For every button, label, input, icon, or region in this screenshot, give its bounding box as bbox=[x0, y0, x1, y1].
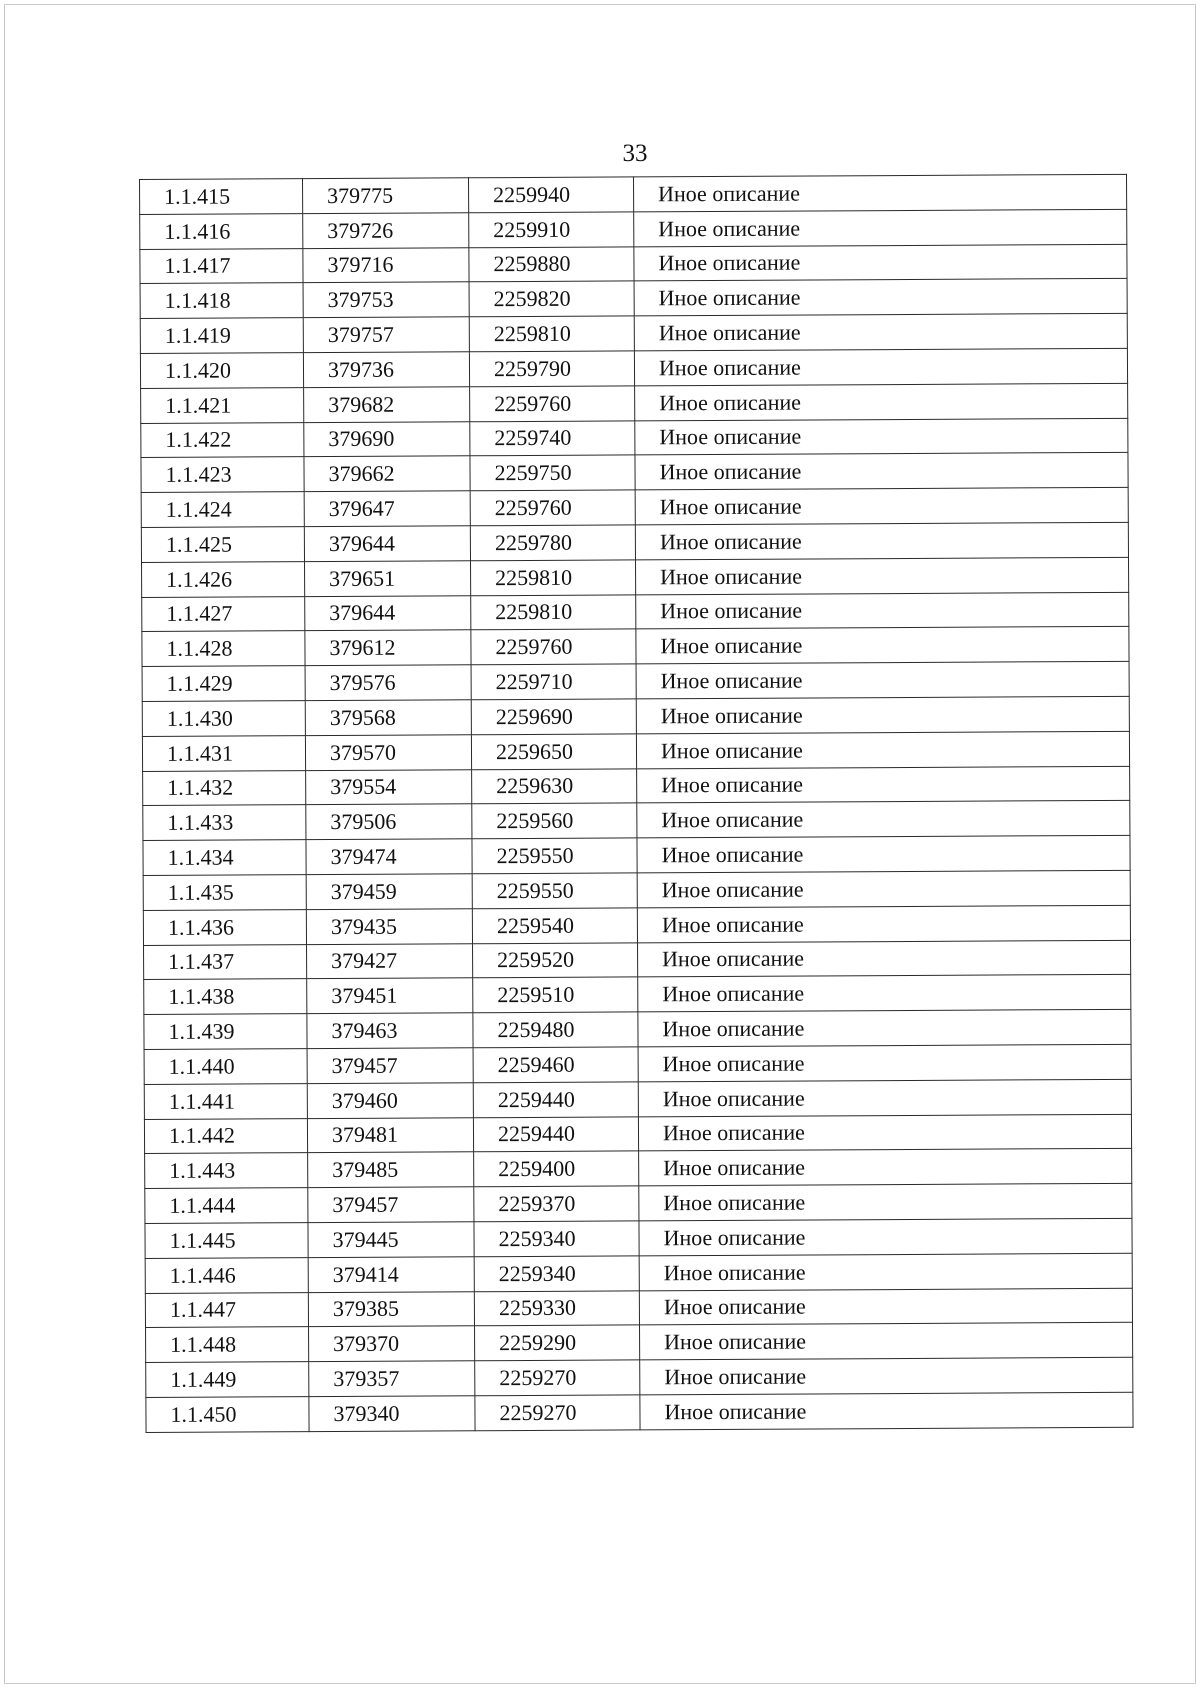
y-coordinate-cell: 2259290 bbox=[475, 1325, 640, 1361]
table-row bbox=[140, 314, 1127, 354]
x-coordinate-cell: 379775 bbox=[303, 178, 469, 214]
table-row bbox=[145, 1288, 1132, 1328]
page-number: 33 bbox=[622, 140, 648, 167]
description-cell: Иное описание bbox=[634, 279, 1127, 316]
y-coordinate-cell: 2259630 bbox=[472, 768, 637, 804]
y-coordinate-cell: 2259440 bbox=[473, 1116, 638, 1152]
table-row bbox=[140, 209, 1127, 249]
description-cell: Иное описание bbox=[640, 1392, 1133, 1429]
point-number-cell: 1.1.436 bbox=[143, 909, 306, 945]
y-coordinate-cell: 2259760 bbox=[471, 629, 636, 665]
coordinates-table-body bbox=[140, 174, 1134, 1432]
point-number-cell: 1.1.430 bbox=[142, 701, 305, 737]
y-coordinate-cell: 2259370 bbox=[474, 1186, 639, 1222]
y-coordinate-cell: 2259550 bbox=[472, 873, 637, 909]
table-row bbox=[146, 1392, 1133, 1432]
x-coordinate-cell: 379690 bbox=[304, 421, 470, 457]
y-coordinate-cell: 2259510 bbox=[473, 977, 638, 1013]
x-coordinate-cell: 379370 bbox=[309, 1326, 475, 1362]
point-number-cell: 1.1.433 bbox=[143, 805, 306, 841]
description-cell: Иное описание bbox=[635, 383, 1128, 420]
description-cell: Иное описание bbox=[634, 244, 1127, 281]
table-row bbox=[141, 522, 1128, 562]
table-row bbox=[144, 1044, 1131, 1084]
description-cell: Иное описание bbox=[637, 870, 1130, 907]
description-cell: Иное описание bbox=[635, 522, 1128, 559]
description-cell: Иное описание bbox=[638, 1009, 1131, 1046]
y-coordinate-cell: 2259690 bbox=[471, 699, 636, 735]
point-number-cell: 1.1.426 bbox=[142, 561, 305, 597]
y-coordinate-cell: 2259460 bbox=[473, 1047, 638, 1083]
point-number-cell: 1.1.440 bbox=[144, 1049, 307, 1085]
x-coordinate-cell: 379644 bbox=[304, 526, 470, 562]
x-coordinate-cell: 379340 bbox=[309, 1396, 475, 1432]
description-cell: Иное описание bbox=[634, 209, 1127, 246]
x-coordinate-cell: 379757 bbox=[303, 317, 469, 353]
table-row bbox=[143, 766, 1130, 806]
table-row bbox=[142, 592, 1129, 632]
description-cell: Иное описание bbox=[635, 418, 1128, 455]
description-cell: Иное описание bbox=[635, 453, 1128, 490]
x-coordinate-cell: 379457 bbox=[307, 1048, 473, 1084]
y-coordinate-cell: 2259810 bbox=[471, 594, 636, 630]
y-coordinate-cell: 2259760 bbox=[470, 490, 635, 526]
x-coordinate-cell: 379612 bbox=[305, 630, 471, 666]
y-coordinate-cell: 2259400 bbox=[474, 1151, 639, 1187]
x-coordinate-cell: 379457 bbox=[308, 1187, 474, 1223]
point-number-cell: 1.1.435 bbox=[143, 875, 306, 911]
point-number-cell: 1.1.421 bbox=[141, 387, 304, 423]
description-cell: Иное описание bbox=[633, 174, 1126, 211]
y-coordinate-cell: 2259650 bbox=[471, 734, 636, 770]
description-cell: Иное описание bbox=[638, 975, 1131, 1012]
y-coordinate-cell: 2259330 bbox=[474, 1290, 639, 1326]
description-cell: Иное описание bbox=[636, 592, 1129, 629]
table-row bbox=[145, 1149, 1132, 1189]
table-row bbox=[141, 383, 1128, 423]
y-coordinate-cell: 2259440 bbox=[473, 1082, 638, 1118]
description-cell: Иное описание bbox=[636, 696, 1129, 733]
y-coordinate-cell: 2259810 bbox=[471, 560, 636, 596]
description-cell: Иное описание bbox=[636, 557, 1129, 594]
y-coordinate-cell: 2259340 bbox=[474, 1221, 639, 1257]
point-number-cell: 1.1.419 bbox=[140, 318, 303, 354]
description-cell: Иное описание bbox=[637, 905, 1130, 942]
table-row bbox=[143, 801, 1130, 841]
description-cell: Иное описание bbox=[634, 314, 1127, 351]
x-coordinate-cell: 379414 bbox=[308, 1256, 474, 1292]
description-cell: Иное описание bbox=[637, 835, 1130, 872]
point-number-cell: 1.1.431 bbox=[142, 735, 305, 771]
x-coordinate-cell: 379427 bbox=[307, 943, 473, 979]
description-cell: Иное описание bbox=[639, 1218, 1132, 1255]
x-coordinate-cell: 379481 bbox=[307, 1117, 473, 1153]
point-number-cell: 1.1.424 bbox=[141, 492, 304, 528]
table-row bbox=[143, 835, 1130, 875]
description-cell: Иное описание bbox=[640, 1323, 1133, 1360]
table-row bbox=[142, 557, 1129, 597]
x-coordinate-cell: 379445 bbox=[308, 1222, 474, 1258]
table-row bbox=[142, 661, 1129, 701]
table-row bbox=[142, 696, 1129, 736]
table-row bbox=[141, 453, 1128, 493]
x-coordinate-cell: 379459 bbox=[306, 874, 472, 910]
point-number-cell: 1.1.443 bbox=[145, 1153, 308, 1189]
x-coordinate-cell: 379506 bbox=[306, 804, 472, 840]
x-coordinate-cell: 379662 bbox=[304, 456, 470, 492]
point-number-cell: 1.1.428 bbox=[142, 631, 305, 667]
y-coordinate-cell: 2259340 bbox=[474, 1256, 639, 1292]
coordinates-table bbox=[139, 174, 1134, 1433]
y-coordinate-cell: 2259560 bbox=[472, 803, 637, 839]
point-number-cell: 1.1.447 bbox=[145, 1292, 308, 1328]
y-coordinate-cell: 2259550 bbox=[472, 838, 637, 874]
table-row bbox=[146, 1323, 1133, 1363]
table-row bbox=[145, 1218, 1132, 1258]
x-coordinate-cell: 379716 bbox=[303, 247, 469, 283]
table-row bbox=[140, 348, 1127, 388]
x-coordinate-cell: 379644 bbox=[305, 595, 471, 631]
description-cell: Иное описание bbox=[636, 661, 1129, 698]
description-cell: Иное описание bbox=[637, 801, 1130, 838]
description-cell: Иное описание bbox=[637, 766, 1130, 803]
y-coordinate-cell: 2259480 bbox=[473, 1012, 638, 1048]
description-cell: Иное описание bbox=[639, 1183, 1132, 1220]
y-coordinate-cell: 2259880 bbox=[469, 247, 634, 283]
description-cell: Иное описание bbox=[638, 940, 1131, 977]
y-coordinate-cell: 2259820 bbox=[469, 281, 634, 317]
point-number-cell: 1.1.448 bbox=[146, 1327, 309, 1363]
y-coordinate-cell: 2259710 bbox=[471, 664, 636, 700]
description-cell: Иное описание bbox=[635, 487, 1128, 524]
point-number-cell: 1.1.449 bbox=[146, 1362, 309, 1398]
point-number-cell: 1.1.450 bbox=[146, 1397, 309, 1433]
description-cell: Иное описание bbox=[638, 1044, 1131, 1081]
x-coordinate-cell: 379474 bbox=[306, 839, 472, 875]
point-number-cell: 1.1.439 bbox=[144, 1014, 307, 1050]
point-number-cell: 1.1.415 bbox=[140, 179, 303, 215]
y-coordinate-cell: 2259790 bbox=[469, 351, 634, 387]
point-number-cell: 1.1.418 bbox=[140, 283, 303, 319]
description-cell: Иное описание bbox=[639, 1253, 1132, 1290]
point-number-cell: 1.1.423 bbox=[141, 457, 304, 493]
point-number-cell: 1.1.434 bbox=[143, 840, 306, 876]
description-cell: Иное описание bbox=[640, 1357, 1133, 1394]
x-coordinate-cell: 379647 bbox=[304, 491, 470, 527]
point-number-cell: 1.1.417 bbox=[140, 248, 303, 284]
x-coordinate-cell: 379568 bbox=[305, 700, 471, 736]
description-cell: Иное описание bbox=[638, 1114, 1131, 1151]
x-coordinate-cell: 379736 bbox=[303, 352, 469, 388]
y-coordinate-cell: 2259940 bbox=[468, 177, 633, 213]
point-number-cell: 1.1.445 bbox=[145, 1223, 308, 1259]
description-cell: Иное описание bbox=[636, 731, 1129, 768]
y-coordinate-cell: 2259520 bbox=[473, 942, 638, 978]
point-number-cell: 1.1.432 bbox=[143, 770, 306, 806]
point-number-cell: 1.1.442 bbox=[144, 1118, 307, 1154]
table-row bbox=[146, 1357, 1133, 1397]
point-number-cell: 1.1.438 bbox=[144, 979, 307, 1015]
table-row bbox=[141, 487, 1128, 527]
coordinates-table-container bbox=[139, 174, 1134, 1433]
point-number-cell: 1.1.420 bbox=[140, 353, 303, 389]
point-number-cell: 1.1.441 bbox=[144, 1083, 307, 1119]
table-row bbox=[142, 627, 1129, 667]
table-row bbox=[142, 731, 1129, 771]
point-number-cell: 1.1.446 bbox=[145, 1257, 308, 1293]
point-number-cell: 1.1.425 bbox=[141, 527, 304, 563]
y-coordinate-cell: 2259780 bbox=[470, 525, 635, 561]
description-cell: Иное описание bbox=[636, 627, 1129, 664]
x-coordinate-cell: 379460 bbox=[307, 1082, 473, 1118]
y-coordinate-cell: 2259910 bbox=[469, 212, 634, 248]
description-cell: Иное описание bbox=[639, 1149, 1132, 1186]
x-coordinate-cell: 379485 bbox=[308, 1152, 474, 1188]
table-row bbox=[145, 1253, 1132, 1293]
table-row bbox=[140, 174, 1127, 214]
table-row bbox=[143, 870, 1130, 910]
y-coordinate-cell: 2259810 bbox=[469, 316, 634, 352]
table-row bbox=[140, 244, 1127, 284]
table-row bbox=[143, 905, 1130, 945]
y-coordinate-cell: 2259270 bbox=[475, 1360, 640, 1396]
x-coordinate-cell: 379554 bbox=[306, 769, 472, 805]
point-number-cell: 1.1.444 bbox=[145, 1188, 308, 1224]
point-number-cell: 1.1.416 bbox=[140, 213, 303, 249]
table-row bbox=[144, 1009, 1131, 1049]
x-coordinate-cell: 379726 bbox=[303, 213, 469, 249]
point-number-cell: 1.1.437 bbox=[144, 944, 307, 980]
table-row bbox=[144, 975, 1131, 1015]
x-coordinate-cell: 379570 bbox=[305, 735, 471, 771]
table-row bbox=[145, 1183, 1132, 1223]
table-row bbox=[141, 418, 1128, 458]
x-coordinate-cell: 379651 bbox=[305, 561, 471, 597]
table-row bbox=[140, 279, 1127, 319]
description-cell: Иное описание bbox=[638, 1079, 1131, 1116]
point-number-cell: 1.1.427 bbox=[142, 596, 305, 632]
x-coordinate-cell: 379753 bbox=[303, 282, 469, 318]
x-coordinate-cell: 379451 bbox=[307, 978, 473, 1014]
y-coordinate-cell: 2259750 bbox=[470, 455, 635, 491]
x-coordinate-cell: 379576 bbox=[305, 665, 471, 701]
point-number-cell: 1.1.422 bbox=[141, 422, 304, 458]
table-row bbox=[144, 1114, 1131, 1154]
y-coordinate-cell: 2259540 bbox=[472, 908, 637, 944]
description-cell: Иное описание bbox=[639, 1288, 1132, 1325]
x-coordinate-cell: 379463 bbox=[307, 1013, 473, 1049]
table-row bbox=[144, 940, 1131, 980]
description-cell: Иное описание bbox=[634, 348, 1127, 385]
point-number-cell: 1.1.429 bbox=[142, 666, 305, 702]
x-coordinate-cell: 379385 bbox=[308, 1291, 474, 1327]
y-coordinate-cell: 2259740 bbox=[470, 420, 635, 456]
x-coordinate-cell: 379435 bbox=[306, 908, 472, 944]
x-coordinate-cell: 379357 bbox=[309, 1361, 475, 1397]
y-coordinate-cell: 2259270 bbox=[475, 1395, 640, 1431]
x-coordinate-cell: 379682 bbox=[304, 387, 470, 423]
table-row bbox=[144, 1079, 1131, 1119]
y-coordinate-cell: 2259760 bbox=[470, 386, 635, 422]
